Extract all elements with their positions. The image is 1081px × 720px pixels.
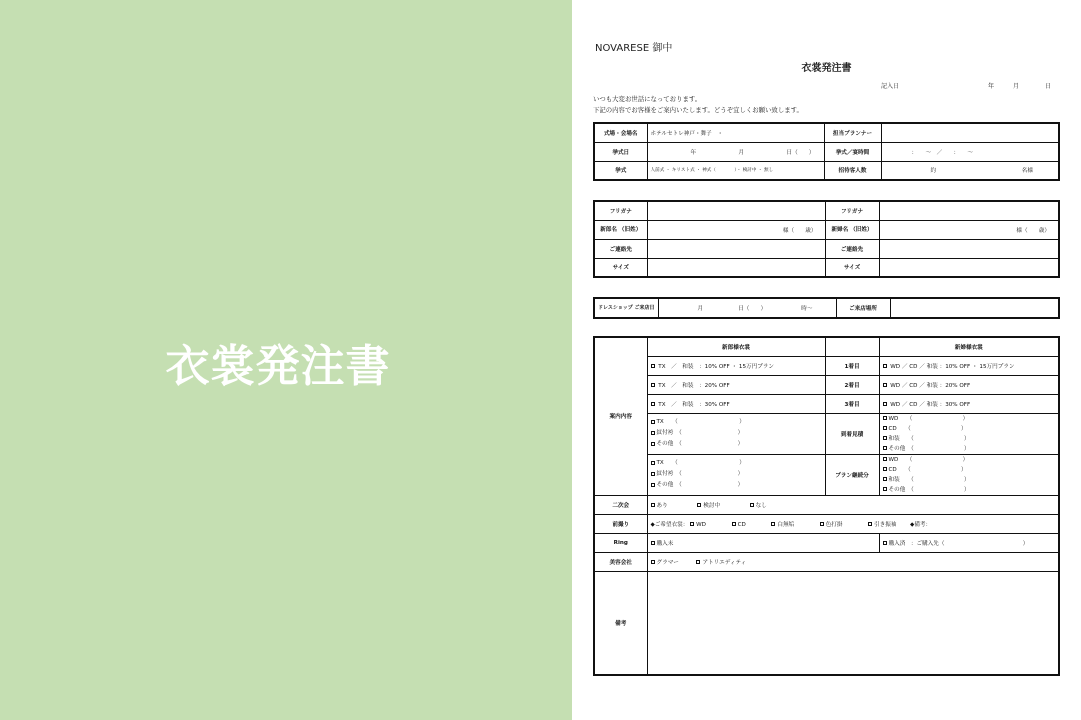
greeting-text xyxy=(593,94,803,116)
pre-shoot-hikifurisode: 引き振袖 xyxy=(874,521,897,528)
ceremony-year-unit: 年 xyxy=(690,149,697,156)
checkbox[interactable] xyxy=(651,560,655,564)
store-location-label: ご来店場所 xyxy=(836,298,890,318)
entry-date-year-unit: 年 xyxy=(988,83,995,90)
checkbox[interactable] xyxy=(883,436,887,440)
checkbox[interactable] xyxy=(651,442,655,446)
bride-extra-2-other: その他 （ ） xyxy=(888,486,970,493)
ceremony-day-unit: 日（ ） xyxy=(786,149,815,156)
pre-shoot-shiromuku: 白無垢 xyxy=(777,521,795,528)
ceremony-time-label: 挙式／宴時間 xyxy=(824,142,881,161)
checkbox[interactable] xyxy=(883,541,887,545)
groom-plan-2-text: TX ／ 和装 ：20% OFF xyxy=(658,382,730,389)
ring-left-field[interactable] xyxy=(647,533,879,552)
checkbox[interactable] xyxy=(868,522,872,526)
beauty-company-label: 美容会社 xyxy=(594,552,647,571)
after-party-pending: 検討中 xyxy=(703,502,721,509)
groom-size-label: サイズ xyxy=(594,258,647,277)
bride-extra-1-cd: CD （ ） xyxy=(888,425,967,432)
groom-plan-3[interactable] xyxy=(647,394,825,413)
bride-extra-2-wasou: 和装 （ ） xyxy=(888,476,970,483)
shop-visit-month-unit: 月 xyxy=(697,306,704,312)
bride-furigana-label: フリガナ xyxy=(825,201,879,220)
groom-extra-1[interactable] xyxy=(647,413,825,454)
groom-extra-2[interactable] xyxy=(647,454,825,495)
checkbox[interactable] xyxy=(883,467,887,471)
ring-right-field[interactable] xyxy=(879,533,1059,552)
checkbox[interactable] xyxy=(651,431,655,435)
wedding-info-table xyxy=(593,122,1060,181)
groom-plan-1-text: TX ／ 和装 ：10% OFF ・ 15万円プラン xyxy=(658,363,774,370)
groom-extra-1-tx: TX （ ） xyxy=(656,419,745,425)
checkbox[interactable] xyxy=(696,560,700,564)
checkbox[interactable] xyxy=(651,472,655,476)
groom-name-label: 新郎名 （旧姓） xyxy=(594,220,647,239)
bride-name-label: 新婦名 （旧姓） xyxy=(825,220,879,239)
bride-costume-header: 新婦様衣裳 xyxy=(879,337,1059,356)
groom-furigana-field[interactable] xyxy=(647,201,825,220)
checkbox[interactable] xyxy=(883,416,887,420)
order-label-3: 3着目 xyxy=(825,394,879,413)
planner-field[interactable] xyxy=(881,123,1059,142)
shop-visit-day-unit: 日（ ） xyxy=(738,306,767,312)
venue-field[interactable]: ホテルセトレ神戸・舞子 ・ xyxy=(647,123,824,142)
couple-info-table xyxy=(593,200,1060,278)
checkbox[interactable] xyxy=(771,522,775,526)
order-label-2: 2着目 xyxy=(825,375,879,394)
document-title: 衣裳発注書 xyxy=(801,63,852,74)
bride-name-field[interactable] xyxy=(879,220,1059,239)
checkbox[interactable] xyxy=(697,503,701,507)
checkbox[interactable] xyxy=(651,541,655,545)
after-party-field[interactable] xyxy=(647,495,1059,514)
ceremony-month-unit: 月 xyxy=(738,149,745,156)
ring-label: Ring xyxy=(594,533,647,552)
checkbox[interactable] xyxy=(883,487,887,491)
bride-extra-1-other: その他 （ ） xyxy=(888,445,970,452)
checkbox[interactable] xyxy=(651,364,655,368)
groom-plan-1[interactable] xyxy=(647,356,825,375)
bride-extra-1-wd: WD （ ） xyxy=(888,415,969,422)
bride-plan-3-text: WD ／ CD ／ 和装 ：30% OFF xyxy=(890,401,971,408)
groom-extra-2-other: その他 （ ） xyxy=(656,482,744,488)
bride-age-suffix: 様（ 歳） xyxy=(1016,227,1050,234)
estimate-label: 到着見積 xyxy=(825,413,879,454)
bride-extra-1[interactable] xyxy=(879,413,1059,454)
guidance-section-label: 案内内容 xyxy=(594,337,647,495)
entry-date-day-unit: 日 xyxy=(1045,83,1052,90)
shop-visit-field[interactable] xyxy=(658,298,836,318)
order-label-1: 1着目 xyxy=(825,356,879,375)
bride-extra-2[interactable] xyxy=(879,454,1059,495)
bride-plan-2-text: WD ／ CD ／ 和装 ：20% OFF xyxy=(890,382,971,389)
entry-date-month-unit: 月 xyxy=(1013,83,1020,90)
plan-continuation-label: プラン継続分 xyxy=(825,454,879,495)
checkbox[interactable] xyxy=(651,503,655,507)
groom-plan-3-text: TX ／ 和装 ：30% OFF xyxy=(658,401,730,408)
bride-extra-2-cd: CD （ ） xyxy=(888,466,967,473)
pre-shoot-cd: CD xyxy=(737,521,746,528)
pre-shoot-wd: WD xyxy=(696,521,706,528)
checkbox[interactable] xyxy=(750,503,754,507)
checkbox[interactable] xyxy=(820,522,824,526)
groom-furigana-label: フリガナ xyxy=(594,201,647,220)
checkbox[interactable] xyxy=(651,420,655,424)
bride-plan-1-text: WD ／ CD ／ 和装 ：10% OFF ・ 15万円プラン xyxy=(890,363,1015,370)
checkbox[interactable] xyxy=(651,461,655,465)
ceremony-date-field[interactable] xyxy=(647,142,824,161)
bride-plan-3[interactable] xyxy=(879,394,1059,413)
bride-contact-field[interactable] xyxy=(879,239,1059,258)
bride-contact-label: ご連絡先 xyxy=(825,239,879,258)
guidance-table xyxy=(593,336,1060,676)
groom-contact-field[interactable] xyxy=(647,239,825,258)
ring-purchased: 購入済 ：ご購入先（ ） xyxy=(888,540,1029,547)
pre-shoot-iro: 色打掛 xyxy=(825,521,843,528)
store-location-field[interactable] xyxy=(890,298,1059,318)
checkbox[interactable] xyxy=(883,477,887,481)
shop-visit-label: ドレスショップ ご来店日 xyxy=(594,298,658,318)
shop-visit-table xyxy=(593,297,1060,319)
groom-size-field[interactable] xyxy=(647,258,825,277)
shop-visit-time-unit: 時～ xyxy=(801,306,813,312)
remarks-field[interactable] xyxy=(647,571,1059,675)
bride-extra-2-wd: WD （ ） xyxy=(888,456,969,463)
checkbox[interactable] xyxy=(883,364,887,368)
checkbox[interactable] xyxy=(883,383,887,387)
groom-name-field[interactable] xyxy=(647,220,825,239)
groom-extra-2-tx: TX （ ） xyxy=(656,460,745,466)
checkbox[interactable] xyxy=(732,522,736,526)
groom-costume-header: 新郎様衣裳 xyxy=(647,337,825,356)
greeting-line-2: 下記の内容でお客様をご案内いたします。どうぞ宜しくお願い致します。 xyxy=(593,106,803,114)
checkbox[interactable] xyxy=(651,383,655,387)
order-form-document xyxy=(572,0,1081,720)
guest-count-people-unit: 名様 xyxy=(1021,168,1033,175)
checkbox[interactable] xyxy=(883,402,887,406)
remarks-label: 備考 xyxy=(594,571,647,675)
groom-contact-label: ご連絡先 xyxy=(594,239,647,258)
pre-shoot-label: 前撮り xyxy=(594,514,647,533)
addressee: NOVARESE 御中 xyxy=(595,43,673,54)
ceremony-style-field[interactable]: 人前式 ・ キリスト式 ・ 神式（ ）・ 検討中 ・ 無し xyxy=(647,161,824,180)
bride-size-label: サイズ xyxy=(825,258,879,277)
bride-size-field[interactable] xyxy=(879,258,1059,277)
banner-title: 衣裳発注書 xyxy=(165,341,391,392)
ceremony-date-label: 挙式日 xyxy=(594,142,647,161)
beauty-atelier: アトリエディティ xyxy=(702,559,747,566)
checkbox[interactable] xyxy=(883,446,887,450)
groom-plan-2[interactable] xyxy=(647,375,825,394)
pre-shoot-field[interactable] xyxy=(647,514,1059,533)
checkbox[interactable] xyxy=(883,457,887,461)
header-spacer xyxy=(825,337,879,356)
beauty-company-field[interactable] xyxy=(647,552,1059,571)
venue-label: 式場・会場名 xyxy=(594,123,647,142)
beauty-glamour: グラマー xyxy=(656,559,679,566)
checkbox[interactable] xyxy=(651,402,655,406)
guest-count-field[interactable] xyxy=(881,161,1059,180)
guest-count-about-unit: 約 xyxy=(930,168,937,175)
groom-extra-2-montsuki: 紋付袴 （ ） xyxy=(656,471,744,477)
after-party-no: なし xyxy=(755,502,767,509)
after-party-yes: あり xyxy=(656,502,668,509)
ring-not-purchased: 購入未 xyxy=(656,540,674,547)
bride-plan-1[interactable] xyxy=(879,356,1059,375)
checkbox[interactable] xyxy=(883,426,887,430)
guest-count-label: 招待客人数 xyxy=(824,161,881,180)
planner-label: 担当プランナー xyxy=(824,123,881,142)
greeting-line-1: いつも大変お世話になっております。 xyxy=(593,95,702,103)
after-party-label: 二次会 xyxy=(594,495,647,514)
checkbox[interactable] xyxy=(690,522,694,526)
pre-shoot-note-label: ◆備考： xyxy=(910,521,932,528)
groom-age-suffix: 様（ 歳） xyxy=(782,227,817,234)
bride-furigana-field[interactable] xyxy=(879,201,1059,220)
pre-shoot-costume-label: ◆ご希望衣裳： xyxy=(650,521,689,528)
bride-extra-1-wasou: 和装 （ ） xyxy=(888,435,970,442)
groom-extra-1-montsuki: 紋付袴 （ ） xyxy=(656,430,744,436)
entry-date-label: 記入日 xyxy=(881,83,900,90)
ceremony-style-label: 挙式 xyxy=(594,161,647,180)
groom-extra-1-other: その他 （ ） xyxy=(656,441,744,447)
bride-plan-2[interactable] xyxy=(879,375,1059,394)
checkbox[interactable] xyxy=(651,483,655,487)
ceremony-time-field[interactable]: ： ～ ／ ： ～ xyxy=(881,142,1059,161)
